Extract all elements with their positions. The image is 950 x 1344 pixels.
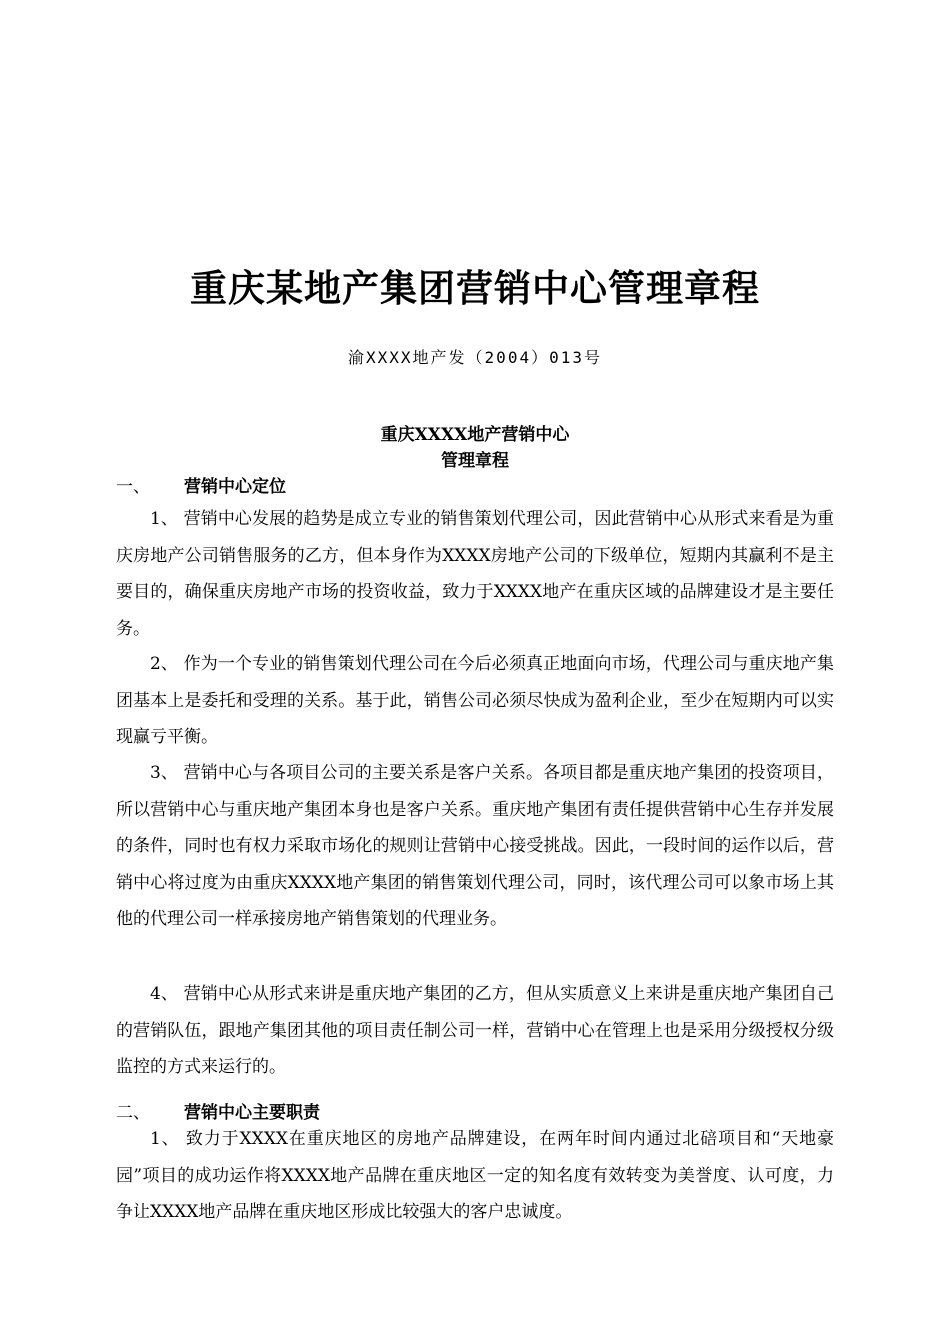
section-heading [116,472,834,497]
section-heading-text: 营销中心定位 [184,477,286,497]
section-heading [116,1098,834,1123]
section-heading-text: 营销中心主要职责 [184,1103,320,1123]
subtitle-organization: 重庆XXXX地产营销中心 [380,425,570,445]
paragraph: 2、 作为一个专业的销售策划代理公司在今后必须真正地面向市场，代理公司与重庆地产集团基本上是委托和受理的关系。基于此，销售公司必须尽快成为盈利企业，至少在短期内可以实现赢亏平衡。 [116,654,834,747]
section-number: 二、 [116,1103,150,1123]
paragraph: 1、 营销中心发展的趋势是成立专业的销售策划代理公司，因此营销中心从形式来看是为重庆房地产公司销售服务的乙方，但本身作为XXXX房地产公司的下级单位，短期内其赢利不是主要目的，确保重庆房地产市场的投资收益，致力于XXXX地产在重庆区域的品牌建设才是主要任务。 [116,509,834,639]
document-number: 渝XXXX地产发（2004）013号 [348,348,602,367]
document-title: 重庆某地产集团营销中心管理章程 [190,267,760,310]
subtitle-charter: 管理章程 [441,451,509,471]
section-number: 一、 [116,477,150,497]
paragraph: 1、 致力于XXXX在重庆地区的房地产品牌建设，在两年时间内通过北碚项目和“天地豪园”项目的成功运作将XXXX地产品牌在重庆地区一定的知名度有效转变为美誉度、认可度，力争让XXXX地产品牌在重庆地区形成比较强大的客户忠诚度。 [116,1129,834,1222]
paragraph: 3、 营销中心与各项目公司的主要关系是客户关系。各项目都是重庆地产集团的投资项目，所以营销中心与重庆地产集团本身也是客户关系。重庆地产集团有责任提供营销中心生存并发展的条件，同时也有权力采取市场化的规则让营销中心接受挑战。因此，一段时间的运作以后，营销中心将过度为由重庆XXXX地产集团的销售策划代理公司，同时，该代理公司可以象市场上其他的代理公司一样承接房地产销售策划的代理业务。 [116,763,834,929]
paragraph: 4、 营销中心从形式来讲是重庆地产集团的乙方，但从实质意义上来讲是重庆地产集团自己的营销队伍，跟地产集团其他的项目责任制公司一样，营销中心在管理上也是采用分级授权分级监控的方式来运行的。 [116,984,834,1077]
